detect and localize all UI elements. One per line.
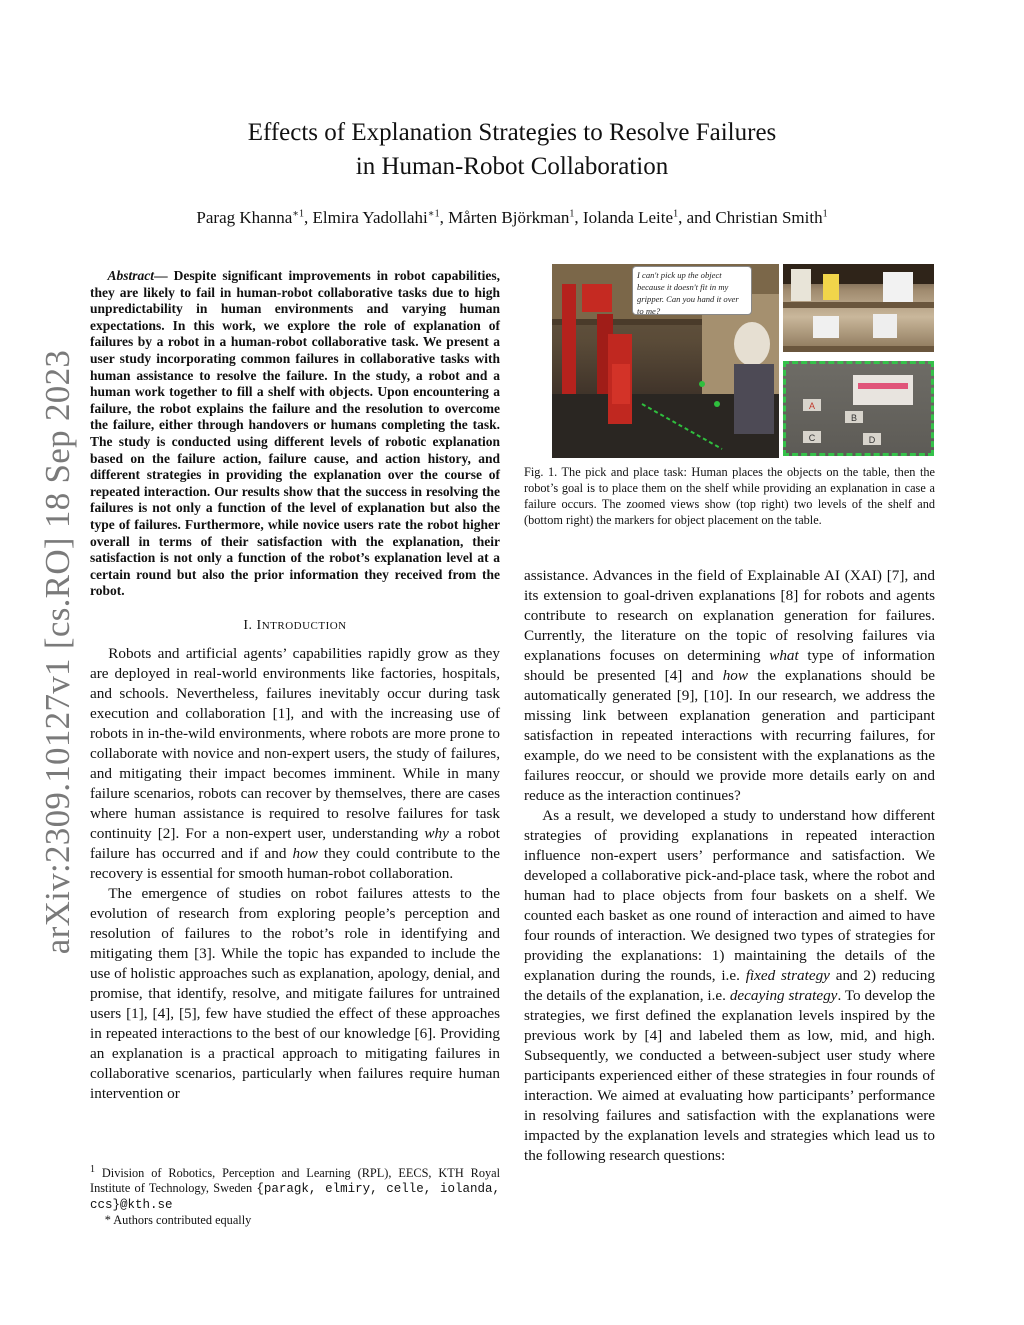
- author-5-affil: 1: [822, 208, 828, 220]
- intro-paragraph-2: The emergence of studies on robot failures attests to the evolution of research from exploring people’s perception and resolution of failures to the robot’s role in identifying and mitigating them [3]. While the topic has expanded to include the use of holistic approaches such as explanation, apology, denial, and promise, that identify, resolve, and mitigate failures for untrained users [1], [4], [5], few have studied the effect of these approaches in repeated interactions to the best of our knowledge [6]. Providing an explanation is a practical approach to mitigating failures in collaborative scenarios, particularly when failures require human intervention or: [90, 884, 500, 1102]
- author-5: , and Christian Smith: [678, 208, 823, 227]
- shelf-board-2: [783, 346, 934, 352]
- marker-d: D: [868, 435, 876, 445]
- footnote-affiliation: [90, 1163, 500, 1213]
- author-2-affil: ∗1: [427, 208, 440, 220]
- footnote-1-text: Division of Robotics, Perception and Learning (RPL), EECS, KTH Royal Institute of Technology, Sweden: [90, 1166, 500, 1195]
- marker-c: C: [808, 433, 816, 443]
- right-p2-fixed-strategy: fixed strategy: [745, 967, 830, 984]
- section-heading-introduction: [90, 618, 500, 634]
- person-body: [734, 364, 774, 434]
- marker-b: B: [850, 413, 858, 423]
- right-paragraph-1: [524, 566, 935, 806]
- right-p1-text-c: the explanations should be automatically generated [9], [10]. In our research, we address the missing link between explanation generation and participant satisfaction in repeated interactions with recurring failures, for example, do we need to be consistent with the explanations as the failures reoccur, or should we provide more details early on and reduce as the interaction continues?: [524, 667, 936, 804]
- robot-arm-left: [562, 284, 576, 394]
- author-4-affil: 1: [673, 208, 679, 220]
- footnote-equal-contribution: * Authors contributed equally: [104, 1213, 252, 1227]
- author-4: , Iolanda Leite: [574, 208, 674, 227]
- arxiv-side-label: arXiv:2309.10127v1 [cs.RO] 18 Sep 2023: [38, 349, 77, 955]
- title-line-2: in Human-Robot Collaboration: [355, 153, 669, 180]
- shelf-card-3: [813, 316, 839, 338]
- shelf-card-2: [883, 272, 913, 302]
- right-p2-decaying-strategy: decaying strategy: [729, 987, 838, 1004]
- right-paragraph-2: [524, 806, 935, 1166]
- intro-p1-text-b: a robot failure has occurred and if and: [90, 824, 500, 862]
- author-list: [0, 208, 1024, 228]
- abstract-dash: —: [154, 268, 168, 283]
- robot-head: [582, 284, 612, 312]
- person-head: [734, 322, 770, 366]
- right-p1-how: how: [722, 667, 749, 684]
- right-column: [524, 566, 935, 1166]
- marker-dot-1: [699, 381, 705, 387]
- intro-paragraph-1: [90, 644, 500, 884]
- robot-base: [612, 364, 630, 404]
- marker-dot-2: [714, 401, 720, 407]
- footnote-emails: {paragk, elmiry, celle, iolanda, ccs}@kth.se: [90, 1182, 500, 1212]
- footnotes: [90, 1163, 500, 1228]
- speech-bubble: I can't pick up the object because it doesn't fit in my gripper. Can you hand it over to me?: [632, 266, 752, 315]
- abstract-label: Abstract: [107, 268, 155, 283]
- section-title-rest: NTRODUCTION: [261, 619, 347, 632]
- right-p2-text-c: . To develop the strategies, we first defined the explanation levels inspired by the previous work by [4] and labeled them as low, mid, and high. Subsequently, we conducted a between-subject user study where participants experienced either of these strategies in four rounds of interaction. We aimed at evaluating how participants’ performance in resolving failures and satisfaction with the explanations were impacted by the explanation levels and strategies which lead us to the following research questions:: [524, 987, 936, 1164]
- abstract-text: Despite significant improvements in robot capabilities, they are likely to fail in human-robot collaborative tasks due to high unpredictability in human environments and varying human expectations. In this work, we explore the role of explanation of failures by a robot in a human-robot collaborative task. We present a user study incorporating common failures in collaborative tasks with human assistance to resolve the failure. In the study, a robot and a human work together to fill a shelf with objects. Upon encountering a failure, the robot explains the failure and the resolution to overcome the failure, either through handovers or humans completing the task. The study is conducted using different levels of robotic explanation based on the failure action, failure cause, and action history, and different strategies in providing the explanation over the course of repeated interaction. Our results show that the success in resolving the failures is not only a function of the level of explanation but also the type of failures. Furthermore, while novice users rate the robot higher overall in terms of their satisfaction with the explanation, their satisfaction is not only a function of the robot’s explanation level at a certain round but also the prior information they received from the robot.: [90, 268, 500, 599]
- table-object-box: [853, 375, 913, 405]
- shelf-object-yellow: [823, 274, 839, 300]
- right-p1-what: what: [769, 647, 799, 664]
- right-p1-text-a: assistance. Advances in the field of Explainable AI (XAI) [7], and its extension to goal-driven explanations [8] for robots and agents contribute to research on explanation generation for failures. Currently, the literature on the topic of resolving failures via explanations focuses on determining: [524, 567, 935, 664]
- section-title-initial: I: [256, 617, 262, 633]
- title-line-1: Effects of Explanation Strategies to Resolve Failures: [247, 119, 777, 146]
- abstract: [90, 268, 500, 600]
- right-p2-text-a: As a result, we developed a study to understand how different strategies of providing explanations in repeated interaction influence non-expert users’ performance and satisfaction. We developed a collaborative pick-and-place task, where the robot and human had to place objects from four baskets on a shelf. We counted each basket as one round of interaction and aimed to have four rounds of interaction. We designed two types of strategies for providing the explanations: 1) maintaining the details of the explanation during the rounds, i.e.: [524, 807, 935, 984]
- author-2: , Elmira Yadollahi: [304, 208, 428, 227]
- paper-title: [0, 116, 1024, 184]
- figure-caption: Fig. 1. The pick and place task: Human places the objects on the table, then the robot’s goal is to place them on the shelf while providing an explanation in case a failure occurs. The zoomed views show (top right) two levels of the shelf and (bottom right) the markers for object placement on the table.: [524, 465, 935, 527]
- footnote-1-marker: 1: [90, 1163, 95, 1175]
- intro-body: [90, 644, 500, 1104]
- shelf-zoom-illustration: [783, 264, 934, 352]
- intro-p1-why: why: [424, 824, 449, 842]
- marker-a: A: [808, 401, 816, 411]
- table-object-stripe: [858, 383, 908, 389]
- intro-p1-text-c: they could contribute to the recovery is essential for smooth human-robot collaboration.: [90, 844, 500, 882]
- author-3: , Mårten Björkman: [439, 208, 570, 227]
- intro-p1-text-a: Robots and artificial agents’ capabilities rapidly grow as they are deployed in real-world environments like factories, hospitals, and schools. Nevertheless, failures inevitably occur during task execution and collaboration [1], and with the increasing use of robots in in-the-wild environments, where robots are more prone to collaborate with novice and non-expert users, the study of failures, and mitigating their impact becomes imminent. While in many failure scenarios, robots can recover by themselves, there are cases where human assistance is required to resolve failures for task continuity [2]. For a non-expert user, understanding: [90, 644, 500, 842]
- right-p1-text-b: type of information should be presented [4] and: [524, 647, 935, 684]
- author-3-affil: 1: [569, 208, 575, 220]
- shelf-card-4: [873, 314, 897, 338]
- intro-p1-how: how: [292, 844, 318, 862]
- author-1-affil: ∗1: [292, 208, 305, 220]
- right-p2-text-b: and 2) reducing the details of the explanation, i.e.: [524, 967, 935, 1004]
- author-1: Parag Khanna: [196, 208, 293, 227]
- table-markers-illustration: [783, 361, 934, 456]
- shelf-board-1: [783, 302, 934, 308]
- left-column: [90, 268, 500, 1104]
- section-number: I.: [243, 617, 257, 633]
- shelf-card-1: [791, 269, 811, 301]
- figure-shelf-zoom: [783, 264, 934, 352]
- figure-table-markers-zoom: [783, 361, 934, 456]
